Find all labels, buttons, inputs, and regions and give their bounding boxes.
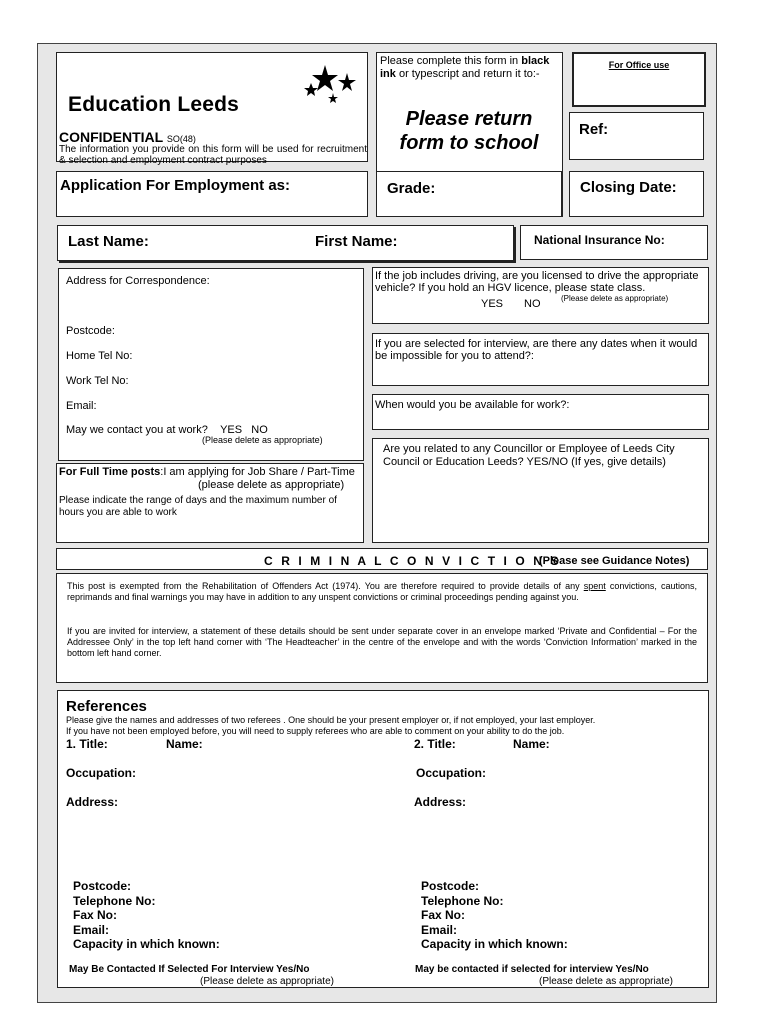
criminal-header [56,548,708,570]
name-field[interactable] [57,225,514,261]
confidential-note: The information you provide on this form will be used for recruitment & selection and employment contract purposes [59,144,367,166]
ref1-title-label[interactable]: 1. Title: [66,737,108,751]
ref2-email-label[interactable]: Email: [421,923,458,937]
stars-logo-icon [297,63,362,109]
ref2-fax-label[interactable]: Fax No: [421,908,466,922]
references-title: References [66,698,147,715]
criminal-paragraph-1: This post is exempted from the Rehabilitation of Offenders Act (1974). You are therefore required to provide details of any spent convictions, cautions, reprimands and final warnings you may have in addition to any unspent convictions or criminal proceedings pending against you. [67,581,697,602]
ref2-address-label[interactable]: Address: [414,795,467,809]
ref1-contact[interactable]: May Be Contacted If Selected For Interview Yes/No [69,964,310,975]
form-frame [37,43,717,1003]
closing-date-label: Closing Date: [580,179,677,196]
application-label: Application For Employment as: [60,177,291,194]
ref1-occupation-label[interactable]: Occupation: [66,766,137,780]
related-panel[interactable] [372,438,709,543]
ref1-fax-label[interactable]: Fax No: [73,908,118,922]
ni-field[interactable] [520,225,708,260]
ref2-contact[interactable]: May be contacted if selected for interview Yes/No [415,964,649,975]
grade-label: Grade: [387,180,436,197]
fulltime-range: Please indicate the range of days and the maximum number of hours you are able to work [59,495,337,518]
contact-delete-note: (Please delete as appropriate) [202,435,323,445]
ref2-name-label[interactable]: Name: [513,737,550,751]
return-to-school: Please return form to school [399,108,539,154]
office-use-box [572,52,706,107]
postcode-label: Postcode: [66,325,115,337]
confidential-title: CONFIDENTIAL SO(48) [59,129,196,145]
driving-panel[interactable] [372,267,709,324]
fulltime-text: For Full Time posts:I am applying for Job Share / Part-Time [59,466,355,478]
interview-dates-panel[interactable] [372,333,709,386]
availability-panel[interactable] [372,394,709,430]
logo-panel [56,52,368,166]
availability-text: When would you be available for work?: [375,399,570,411]
ref1-email-label[interactable]: Email: [73,923,110,937]
contact-at-work[interactable]: May we contact you at work? YES NO [66,424,268,436]
closing-date-field[interactable] [569,171,704,217]
criminal-paragraph-2: If you are invited for interview, a statement of these details should be sent under separate cover in an envelope marked ‘Private and Confidential – For the Addressee Only’ in the top left hand corner with ‘The Headteacher’ in the centre of the envelope and with the words ‘Conviction Information’ marked in the bottom left hand corner. [67,626,697,658]
instructions-text: Please complete this form in black ink or typescript and return it to:- [380,55,550,80]
ref2-telephone-label[interactable]: Telephone No: [421,894,504,908]
ref2-title-label[interactable]: 2. Title: [414,737,456,751]
ref1-telephone-label[interactable]: Telephone No: [73,894,156,908]
home-tel-label: Home Tel No: [66,350,133,362]
last-name-label: Last Name: [68,233,149,250]
address-label: Address for Correspondence: [66,275,210,287]
first-name-label: First Name: [315,233,398,250]
guidance-notes: (Please see Guidance Notes) [539,555,690,567]
driving-text: If the job includes driving, are you licensed to drive the appropriate vehicle? If you hold an HGV licence, please state class. [375,270,699,294]
references-intro-1: Please give the names and addresses of two referees . One should be your present employer or, if not employed, your last employer. [66,715,596,725]
ni-label: National Insurance No: [534,233,665,247]
grade-field[interactable] [376,171,562,217]
ref-label: Ref: [579,121,609,138]
ref1-address-label[interactable]: Address: [66,795,119,809]
references-intro-2: If you have not been employed before, you will need to supply referees who are able to comment on your ability to do the job. [66,726,565,736]
address-panel[interactable] [58,268,364,461]
interview-dates-text: If you are selected for interview, are there any dates when it would be impossible for you to attend?: [375,338,698,362]
criminal-title: C R I M I N A L C O N V I C T I O N S [264,554,562,568]
criminal-panel [56,573,708,683]
driving-no[interactable]: NO [524,298,541,310]
work-tel-label: Work Tel No: [66,375,129,387]
ref1-postcode-label[interactable]: Postcode: [73,879,132,893]
fulltime-panel[interactable] [56,463,364,543]
ref1-capacity-label[interactable]: Capacity in which known: [73,937,220,951]
logo-text: Education Leeds [68,93,240,116]
ref2-occupation-label[interactable]: Occupation: [416,766,487,780]
related-text: Are you related to any Councillor or Employee of Leeds City Council or Education Leeds? YES/NO (If yes, give details) [383,443,675,468]
driving-yes[interactable]: YES [481,298,504,310]
ref-box[interactable] [569,112,704,160]
email-label: Email: [66,400,97,412]
driving-delete-note: (Please delete as appropriate) [561,294,669,303]
ref2-delete-note: (Please delete as appropriate) [539,976,673,987]
ref2-postcode-label[interactable]: Postcode: [421,879,480,893]
fulltime-delete-note: (please delete as appropriate) [198,479,345,491]
ref1-delete-note: (Please delete as appropriate) [200,976,334,987]
ref2-capacity-label[interactable]: Capacity in which known: [421,937,568,951]
office-use-label: For Office use [608,60,670,70]
application-field[interactable] [56,171,368,217]
references-panel [57,690,709,988]
ref1-name-label[interactable]: Name: [166,737,203,751]
